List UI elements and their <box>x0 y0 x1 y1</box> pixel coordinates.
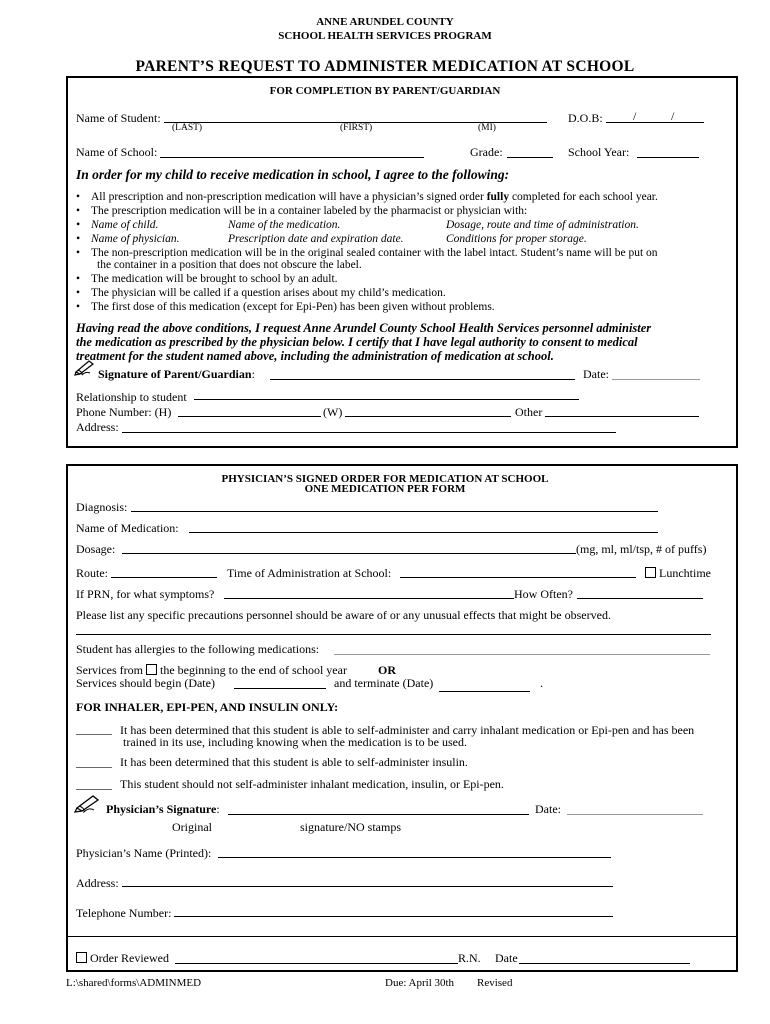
first-name-caption: (FIRST) <box>340 123 373 133</box>
pen-writing-icon <box>74 358 96 381</box>
services-begin-label: Services should begin (Date) <box>76 676 215 690</box>
school-year-field[interactable] <box>637 157 699 158</box>
period-mark: . <box>540 676 543 690</box>
work-phone-field[interactable] <box>345 416 511 417</box>
parent-date-field[interactable] <box>612 379 700 380</box>
dosage-label: Dosage: <box>76 542 116 556</box>
program-heading: SCHOOL HEALTH SERVICES PROGRAM <box>278 30 492 42</box>
medication-name-label: Name of Medication: <box>76 521 179 535</box>
pen-writing-icon <box>74 793 102 818</box>
how-often-label: How Often? <box>514 587 573 601</box>
allergies-label: Student has allergies to the following medications: <box>76 642 320 656</box>
services-begin-date-field[interactable] <box>234 688 326 689</box>
parent-signature-label: Signature of Parent/Guardian: <box>98 367 255 381</box>
how-often-field[interactable] <box>577 598 703 599</box>
consent-statement: treatment for the student named above, including the administration of medication at school. <box>76 349 554 363</box>
time-of-administration-field[interactable] <box>400 577 636 578</box>
physician-printed-name-label: Physician’s Name (Printed): <box>76 846 212 860</box>
self-administer-carry-option-continued: trained in its use, including knowing when the medication is to be used. <box>123 735 467 749</box>
telephone-field[interactable] <box>174 916 613 917</box>
self-administer-insulin-option: It has been determined that this student is able to self-administer insulin. <box>120 755 468 769</box>
agreement-bullet: • All prescription and non-prescription medication will have a physician’s signed order fully completed for each school year. <box>91 191 658 203</box>
diagnosis-label: Diagnosis: <box>76 500 128 514</box>
full-year-checkbox[interactable] <box>146 664 157 675</box>
parent-section-heading: FOR COMPLETION BY PARENT/GUARDIAN <box>269 85 501 97</box>
precautions-field[interactable] <box>76 634 711 635</box>
order-reviewed-checkbox[interactable] <box>76 952 87 963</box>
consent-statement: Having read the above conditions, I request Anne Arundel County School Health Services personnel administer <box>76 321 652 335</box>
route-label: Route: <box>76 566 108 580</box>
student-name-label: Name of Student: <box>76 111 161 125</box>
parent-address-label: Address: <box>76 420 119 434</box>
one-medication-note: ONE MEDICATION PER FORM <box>304 483 466 495</box>
section-divider <box>66 936 738 937</box>
middle-initial-caption: (MI) <box>478 123 496 133</box>
physician-address-label: Address: <box>76 876 119 890</box>
no-self-administer-option: This student should not self-administer inhalant medication, insulin, or Epi-pen. <box>120 777 504 791</box>
relationship-label: Relationship to student <box>76 390 187 404</box>
diagnosis-field[interactable] <box>131 511 658 512</box>
label-item: Conditions for proper storage. <box>446 233 587 245</box>
terminate-date-field[interactable] <box>439 691 530 692</box>
agreement-bullet: • The non-prescription medication will be in the original sealed container with the label intact. Student’s name will be put on <box>91 247 658 259</box>
agreement-bullet: • The first dose of this medication (except for Epi-Pen) has been given without problems. <box>91 301 495 313</box>
agreement-bullet-continued: the container in a position that does not obscure the label. <box>97 259 362 271</box>
label-item: Name of the medication. <box>228 219 341 231</box>
lunchtime-checkbox[interactable] <box>645 567 656 578</box>
route-field[interactable] <box>111 577 217 578</box>
option-blank[interactable]: ______ <box>76 755 112 769</box>
dosage-field[interactable] <box>122 553 576 554</box>
services-from-option[interactable]: Services from the beginning to the end of school year <box>76 663 347 677</box>
allergies-field[interactable] <box>334 654 710 655</box>
rn-date-label: Date <box>495 951 518 965</box>
parent-date-label: Date: <box>583 367 609 381</box>
rn-date-field[interactable] <box>519 963 690 964</box>
prn-symptoms-label: If PRN, for what symptoms? <box>76 587 215 601</box>
physician-signature-label: Physician’s Signature: <box>106 802 220 816</box>
work-phone-label: (W) <box>323 405 343 419</box>
last-name-caption: (LAST) <box>172 123 203 133</box>
physician-section-heading: PHYSICIAN’S SIGNED ORDER FOR MEDICATION AT SCHOOL <box>221 473 549 485</box>
self-administer-carry-option: It has been determined that this student is able to self-administer and carry inhalant medication or Epi-pen and has been <box>120 723 695 737</box>
file-path: L:\shared\forms\ADMINMED <box>66 977 202 989</box>
school-year-label: School Year: <box>568 145 630 159</box>
county-heading: ANNE ARUNDEL COUNTY <box>316 16 454 28</box>
physician-date-field[interactable] <box>567 814 703 815</box>
label-item: Dosage, route and time of administration. <box>446 219 639 231</box>
physician-section <box>66 464 738 972</box>
school-name-label: Name of School: <box>76 145 158 159</box>
dob-field[interactable] <box>606 122 704 123</box>
relationship-field[interactable] <box>194 399 579 400</box>
school-name-field[interactable] <box>160 157 424 158</box>
home-phone-label: Phone Number: (H) <box>76 405 172 419</box>
dob-slash: / <box>633 109 637 123</box>
time-of-administration-label: Time of Administration at School: <box>227 566 392 580</box>
no-stamps-caption: signature/NO stamps <box>300 820 401 834</box>
order-reviewed-option[interactable]: Order Reviewed <box>76 951 169 966</box>
dob-slash: / <box>671 109 675 123</box>
label-item: Prescription date and expiration date. <box>228 233 404 245</box>
physician-address-field[interactable] <box>122 886 613 887</box>
parent-signature-field[interactable] <box>270 379 575 380</box>
prn-symptoms-field[interactable] <box>224 598 514 599</box>
or-separator: OR <box>378 663 396 677</box>
dob-label: D.O.B: <box>568 111 603 125</box>
other-phone-label: Other <box>515 405 543 419</box>
original-caption: Original <box>172 820 212 834</box>
grade-label: Grade: <box>470 145 503 159</box>
form-title: PARENT’S REQUEST TO ADMINISTER MEDICATION AT SCHOOL <box>135 58 635 75</box>
agreement-bullet: • Name of physician. <box>91 233 179 245</box>
due-date: Due: April 30th <box>385 977 455 989</box>
physician-printed-name-field[interactable] <box>218 857 611 858</box>
dosage-units-caption: (mg, ml, ml/tsp, # of puffs) <box>576 542 707 556</box>
precautions-label: Please list any specific precautions personnel should be aware of or any unusual effects that might be observed. <box>76 608 611 622</box>
agreement-bullet: • Name of child. <box>91 219 158 231</box>
lunchtime-option[interactable]: Lunchtime <box>645 566 711 581</box>
agreement-bullet: • The physician will be called if a question arises about my child’s medication. <box>91 287 446 299</box>
agreement-bullet: • The medication will be brought to school by an adult. <box>91 273 338 285</box>
rn-label: R.N. <box>458 951 481 965</box>
revised-label: Revised <box>477 977 513 989</box>
grade-field[interactable] <box>507 157 553 158</box>
parent-address-field[interactable] <box>122 432 616 433</box>
agreement-intro: In order for my child to receive medication in school, I agree to the following: <box>76 167 510 182</box>
other-phone-field[interactable] <box>545 416 699 417</box>
physician-date-label: Date: <box>535 802 561 816</box>
consent-statement: the medication as prescribed by the physician below. I certify that I have legal authority to consent to medical <box>76 335 638 349</box>
telephone-label: Telephone Number: <box>76 906 172 920</box>
option-blank[interactable]: ______ <box>76 722 112 736</box>
option-blank[interactable]: ______ <box>76 777 112 791</box>
physician-signature-field[interactable] <box>228 814 529 815</box>
agreement-bullet: • The prescription medication will be in a container labeled by the pharmacist or physician with: <box>91 205 527 217</box>
medication-name-field[interactable] <box>189 532 658 533</box>
home-phone-field[interactable] <box>178 416 321 417</box>
terminate-date-label: and terminate (Date) <box>334 676 434 690</box>
inhaler-heading: FOR INHALER, EPI-PEN, AND INSULIN ONLY: <box>76 700 339 714</box>
order-reviewed-field[interactable] <box>175 963 458 964</box>
